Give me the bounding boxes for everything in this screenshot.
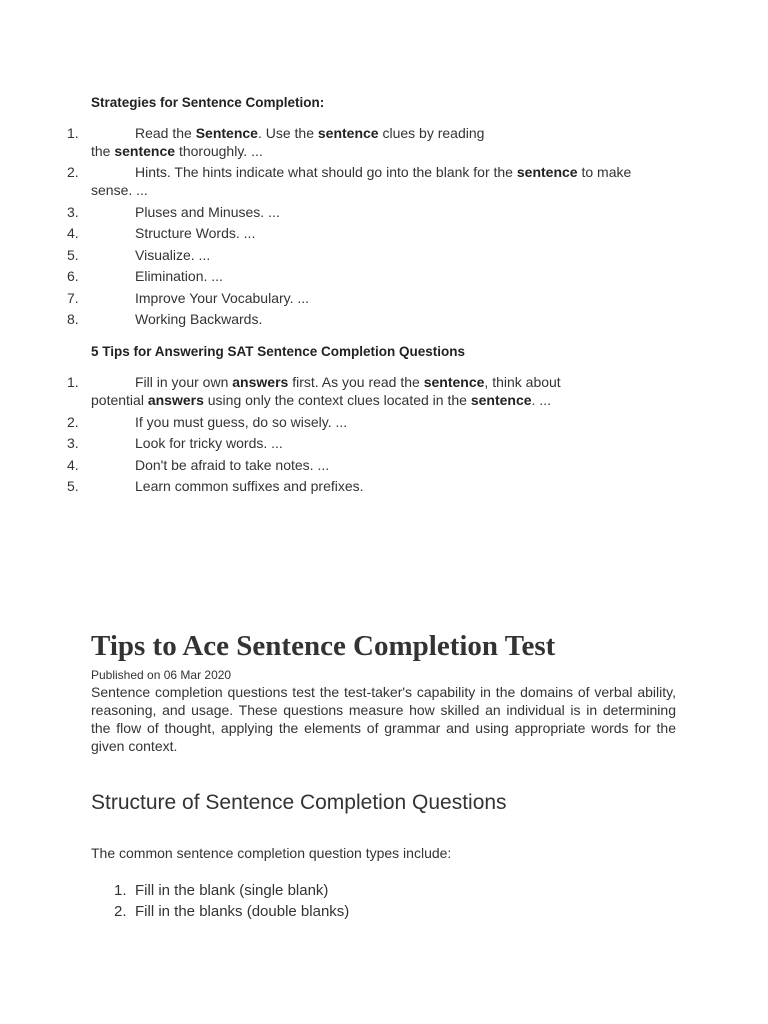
article-title: Tips to Ace Sentence Completion Test — [91, 630, 556, 662]
list-item: 2. Hints. The hints indicate what should go into the blank for the sentence to make sense. ... — [67, 164, 632, 198]
list-item: 2. If you must guess, do so wisely. ... — [67, 413, 348, 430]
list-item: 1. Fill in the blank (single blank) — [114, 882, 329, 899]
published-date: Published on 06 Mar 2020 — [91, 668, 232, 682]
strategies-heading: Strategies for Sentence Completion: — [91, 95, 325, 110]
question-types-list — [0, 880, 349, 922]
list-item: 2. Fill in the blanks (double blanks) — [114, 903, 350, 920]
list-item: 6. Elimination. ... — [67, 268, 223, 284]
list-item: 8. Working Backwards. — [67, 311, 263, 327]
list-item: 7. Improve Your Vocabulary. ... — [67, 289, 310, 306]
list-item: 4. Don't be afraid to take notes. ... — [67, 456, 330, 473]
list-item: 3. Look for tricky words. ... — [67, 435, 283, 451]
list-item: 1. Fill in your own answers first. As you read the sentence, think about potential answers using only the context clues located in the sentence. ... — [67, 374, 561, 408]
list-item: 5. Visualize. ... — [67, 246, 211, 263]
sat-tips-list — [0, 373, 768, 495]
list-item: 3. Pluses and Minuses. ... — [67, 203, 280, 220]
strategies-list — [0, 124, 768, 328]
list-item: 5. Learn common suffixes and prefixes. — [67, 478, 364, 494]
intro-paragraph: Sentence completion questions test the test-taker's capability in the domains of verbal ability, reasoning, and usage. These questions measure how skilled an individual is in determining the flow of thought, applying the elements of grammar and using appropriate words for the given context. — [91, 684, 676, 754]
sat-tips-heading: 5 Tips for Answering SAT Sentence Completion Questions — [91, 344, 466, 359]
common-types-text: The common sentence completion question types include: — [91, 845, 452, 861]
list-item: 4. Structure Words. ... — [67, 225, 256, 241]
structure-heading: Structure of Sentence Completion Questions — [91, 791, 507, 814]
list-item: 1. Read the Sentence. Use the sentence clues by reading the sentence thoroughly. ... — [67, 125, 485, 159]
